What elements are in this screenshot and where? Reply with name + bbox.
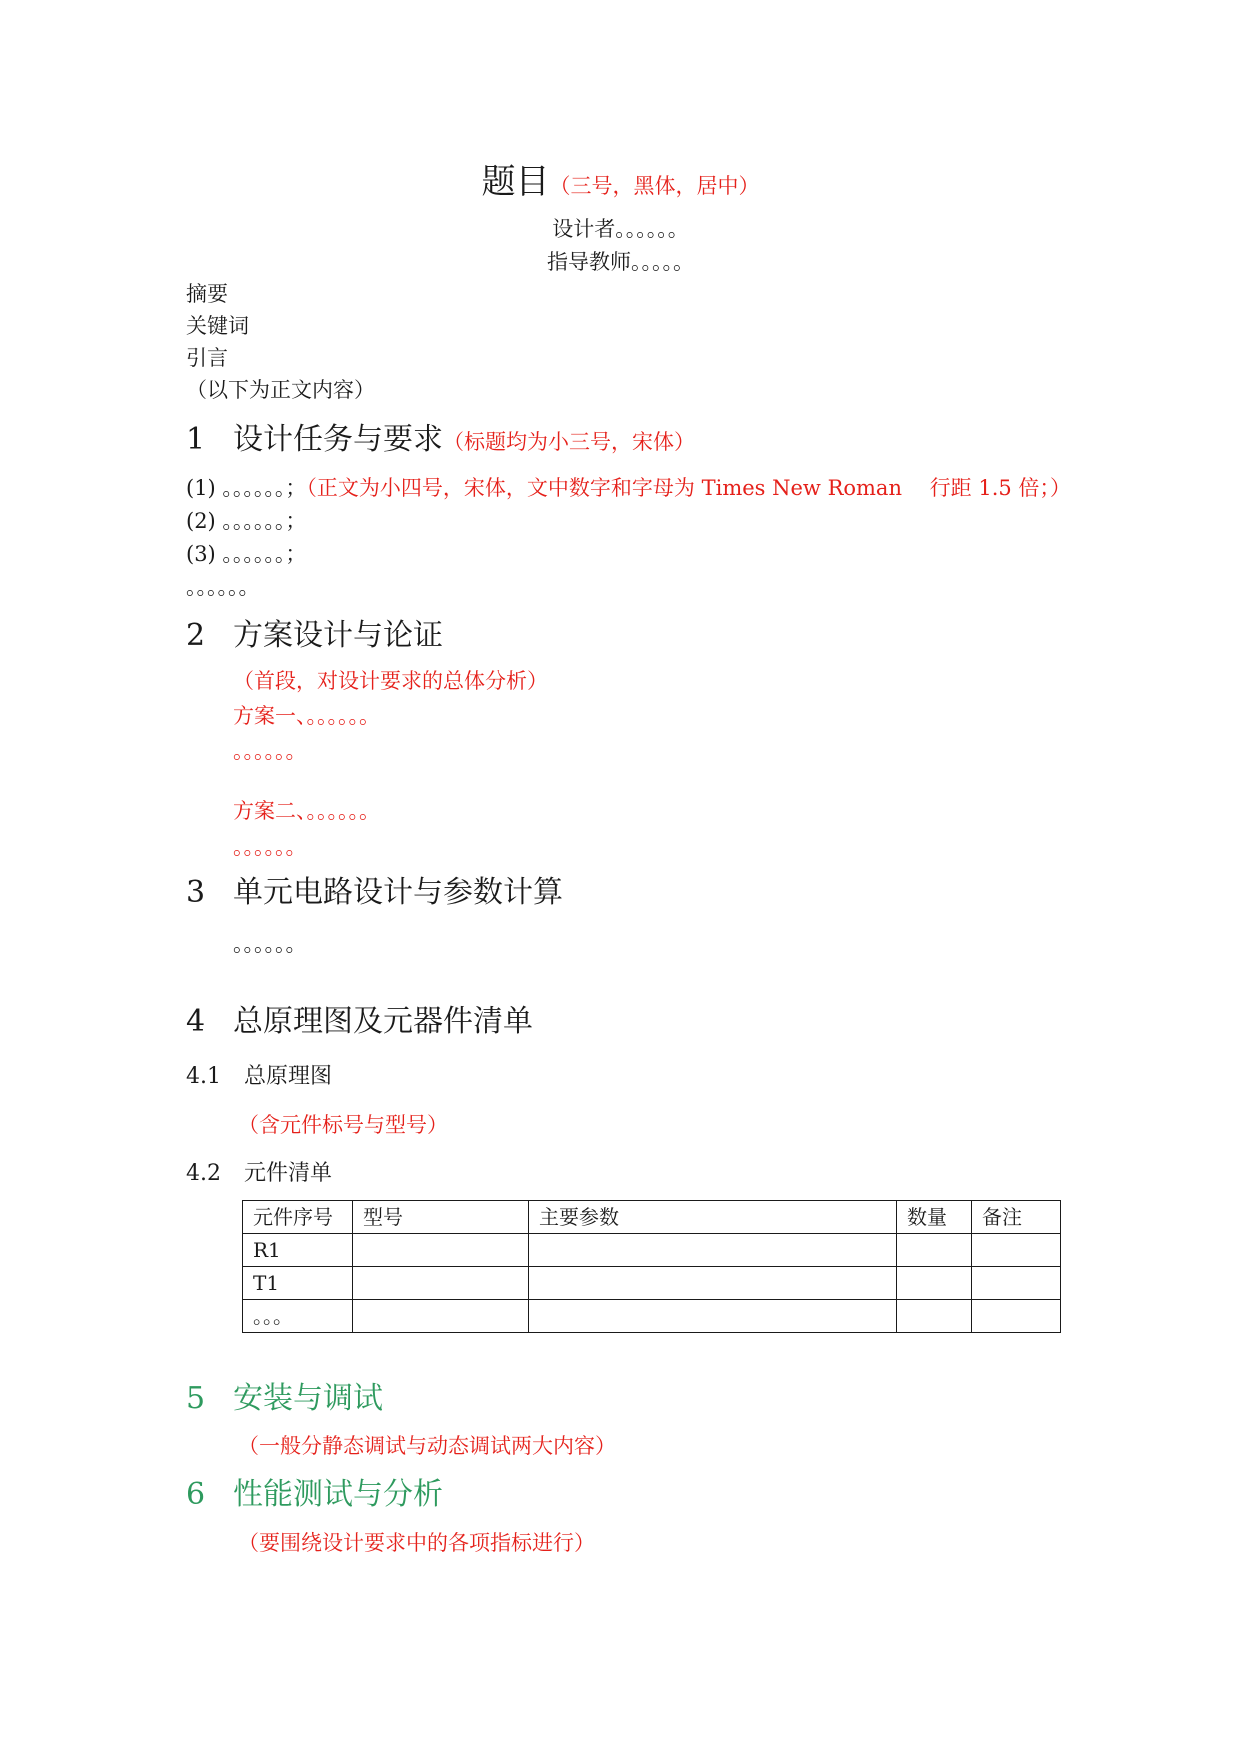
section-title: 方案设计与论证	[233, 618, 443, 653]
section-title: 性能测试与分析	[233, 1477, 443, 1512]
requirement-ellipsis: 。。。。。。	[186, 575, 260, 599]
list-item-text: (1) 。。。。。。；	[186, 476, 307, 500]
section-number: 4	[186, 1004, 206, 1039]
section-2-heading	[186, 617, 443, 655]
section-3-heading	[186, 874, 563, 912]
table-row	[243, 1267, 1061, 1300]
subsection-4-1-heading	[186, 1063, 332, 1091]
table-cell	[972, 1234, 1061, 1267]
table-cell: R1	[243, 1234, 353, 1267]
plan-1-body: 。。。。。。	[233, 739, 307, 763]
schematic-note: （含元件标号与型号）	[238, 1113, 448, 1137]
section-5-heading	[186, 1380, 383, 1418]
table-cell	[353, 1267, 529, 1300]
table-cell	[353, 1234, 529, 1267]
requirement-item-1	[186, 474, 1071, 502]
requirement-item-2: (2) 。。。。。。；	[186, 509, 307, 533]
subsection-title: 总原理图	[244, 1064, 333, 1089]
header-cell: 主要参数	[529, 1201, 897, 1234]
advisor-line: 指导教师。。。。。	[547, 250, 694, 274]
body-format-note: （正文为小四号，宋体，文中数字和字母为 Times New Roman 行距 1.5 倍；）	[306, 476, 1071, 500]
header-cell: 型号	[353, 1201, 529, 1234]
table-row	[243, 1234, 1061, 1267]
table-cell	[353, 1300, 529, 1333]
header-cell: 备注	[972, 1201, 1061, 1234]
table-header-row	[243, 1201, 1061, 1234]
subsection-title: 元件清单	[244, 1161, 333, 1186]
table-cell	[529, 1234, 897, 1267]
section-3-body: 。。。。。。	[233, 932, 307, 956]
plan-1-heading: 方案一、。。。。。。	[233, 704, 380, 728]
subsection-number: 4.2	[186, 1161, 221, 1186]
table-cell: T1	[243, 1267, 353, 1300]
table-cell	[972, 1300, 1061, 1333]
table-cell	[897, 1234, 972, 1267]
requirement-item-3: (3) 。。。。。。；	[186, 542, 307, 566]
header-cell: 元件序号	[243, 1201, 353, 1234]
section-2-intro-note: （首段，对设计要求的总体分析）	[233, 669, 548, 693]
designer-line: 设计者。。。。。。	[552, 217, 689, 241]
section-title: 单元电路设计与参数计算	[233, 875, 563, 910]
plan-2-body: 。。。。。。	[233, 835, 307, 859]
subsection-number: 4.1	[186, 1064, 221, 1089]
section-4-heading	[186, 1003, 533, 1041]
section-5-note: （一般分静态调试与动态调试两大内容）	[238, 1434, 616, 1458]
section-number: 3	[186, 875, 206, 910]
section-1-heading	[186, 421, 695, 461]
abstract-label: 摘要	[186, 282, 228, 306]
table-row	[243, 1300, 1061, 1333]
section-6-note: （要围绕设计要求中的各项指标进行）	[238, 1531, 595, 1555]
table-cell	[897, 1267, 972, 1300]
body-start-note: （以下为正文内容）	[186, 378, 375, 402]
heading-format-note: （标题均为小三号，宋体）	[443, 430, 695, 454]
page-title	[0, 162, 1241, 206]
header-cell: 数量	[897, 1201, 972, 1234]
section-number: 1	[186, 422, 206, 457]
introduction-label: 引言	[186, 346, 228, 370]
title-main: 题目	[481, 162, 550, 202]
section-number: 5	[186, 1381, 206, 1416]
table-cell	[529, 1267, 897, 1300]
subsection-4-2-heading	[186, 1160, 332, 1188]
section-title: 安装与调试	[233, 1381, 383, 1416]
table-cell: 。。。	[243, 1300, 353, 1333]
section-number: 2	[186, 618, 206, 653]
title-format-note: （三号，黑体，居中）	[549, 174, 760, 198]
section-number: 6	[186, 1477, 206, 1512]
table-cell	[897, 1300, 972, 1333]
keywords-label: 关键词	[186, 314, 249, 338]
table-cell	[529, 1300, 897, 1333]
section-title: 总原理图及元器件清单	[233, 1004, 533, 1039]
section-6-heading	[186, 1476, 443, 1514]
table-cell	[972, 1267, 1061, 1300]
plan-2-heading: 方案二、。。。。。。	[233, 799, 380, 823]
section-title: 设计任务与要求	[233, 422, 443, 457]
parts-list-table	[242, 1200, 1061, 1333]
